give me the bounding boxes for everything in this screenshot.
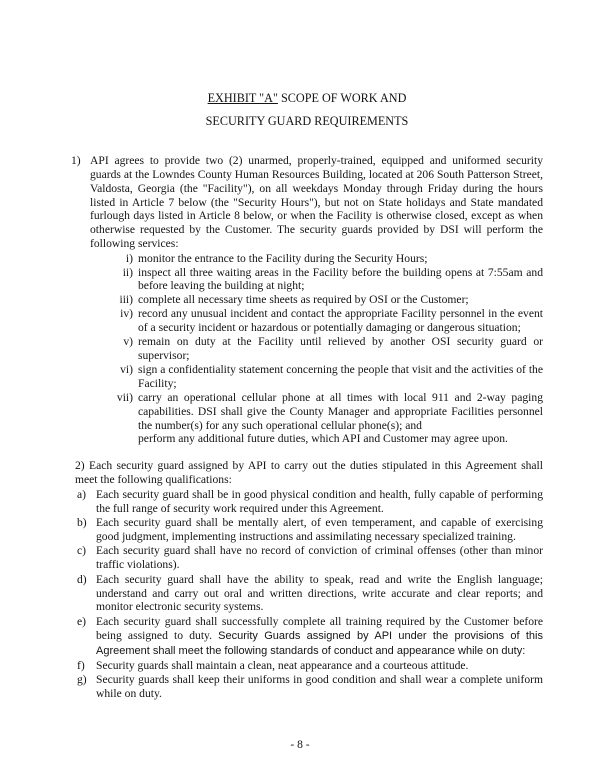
item-1-paragraph: API agrees to provide two (2) unarmed, properly-trained, equipped and uniformed security guards at the Lowndes County Human Resources Building, located at 206 South Patterson Street, Valdosta, Georgia (the "Facility"), on all weekdays Monday through Friday during the hours listed in Article 7 below (the "Security Hours"), but not on State holidays and State mandated furlough days listed in Article 8 below, or when the Facility is otherwise closed, except as when otherwise requested by the Customer. The security guards provided by DSI will perform the following services: (90, 153, 543, 251)
service-label: vii) (116, 390, 133, 404)
item-1-number: 1) (71, 153, 81, 167)
qualification-label: b) (77, 515, 87, 529)
qualification-label: f) (77, 659, 85, 673)
service-label (112, 432, 138, 446)
numbered-item-2 (75, 459, 543, 487)
service-text: monitor the entrance to the Facility during the Security Hours; (138, 251, 428, 265)
service-text: complete all necessary time sheets as required by OSI or the Customer; (138, 293, 469, 307)
item-2-paragraph: Each security guard assigned by API to carry out the duties stipulated in this Agreement shall meet the following qualifications: (75, 459, 543, 487)
qualification-text-serif: Each security guard shall successfully complete all training required by the Customer before being assigned to duty. (96, 614, 543, 642)
service-label: iv) (120, 307, 133, 321)
title-scope-of-work: SCOPE OF WORK AND (277, 91, 407, 105)
service-item (112, 252, 543, 266)
service-item (112, 266, 543, 294)
service-item (112, 363, 543, 391)
service-label: iii) (119, 293, 133, 307)
title-line-2: SECURITY GUARD REQUIREMENTS (205, 113, 409, 128)
service-item (112, 293, 543, 307)
service-label: i) (125, 251, 133, 265)
service-label: ii) (122, 265, 133, 279)
document-title (71, 92, 543, 129)
qualification-text: Each security guard shall have no record of conviction of criminal offenses (other than minor traffic violations). (96, 544, 543, 572)
qualification-text (96, 615, 543, 659)
qualification-item (77, 615, 543, 659)
service-text: carry an operational cellular phone at all times with local 911 and 2-way paging capabilities. DSI shall give the County Manager and appropriate Facilities personnel the number(s) for any such operational cellular phone(s); and (138, 390, 543, 432)
qualification-text-sans: Security Guards assigned by API under the provisions of this Agreement shall meet the following standards of conduct and appearance while on duty: (96, 629, 543, 657)
qualification-item (77, 673, 543, 701)
qualifications-list (71, 488, 543, 702)
service-item (112, 335, 543, 363)
services-list (90, 252, 543, 447)
qualification-label: g) (77, 673, 87, 687)
service-text: perform any additional future duties, which API and Customer may agree upon. (138, 432, 508, 446)
qualification-text: Security guards shall maintain a clean, neat appearance and a courteous attitude. (96, 659, 469, 673)
title-exhibit-underlined: EXHIBIT "A" (207, 91, 278, 105)
service-label: vi) (120, 362, 133, 376)
service-label: v) (123, 335, 133, 349)
service-text: sign a confidentiality statement concerning the people that visit and the activities of the Facility; (138, 362, 543, 390)
qualification-item (77, 488, 543, 516)
item-1-body (90, 154, 543, 447)
qualification-item (77, 544, 543, 572)
qualification-label: c) (77, 544, 87, 558)
qualification-text: Security guards shall keep their uniforms in good condition and shall wear a complete uniform while on duty. (96, 673, 543, 701)
item-2-number: 2) (75, 459, 85, 473)
service-item (112, 391, 543, 433)
qualification-label: a) (77, 487, 87, 501)
service-text: inspect all three waiting areas in the Facility before the building opens at 7:55am and before leaving the building at night; (138, 265, 543, 293)
qualification-item (77, 516, 543, 544)
qualification-label: e) (77, 614, 87, 628)
service-item-continuation (112, 432, 543, 446)
qualification-text: Each security guard shall be mentally alert, of even temperament, and capable of exercising good judgment, implementing instructions and assimilating necessary specialized training. (96, 515, 543, 543)
page-number: - 8 - (290, 738, 310, 752)
qualification-text: Each security guard shall be in good physical condition and health, fully capable of performing the full range of security work required under this Agreement. (96, 487, 543, 515)
numbered-item-1 (71, 154, 543, 447)
qualification-label: d) (77, 572, 87, 586)
qualification-item (77, 659, 543, 673)
title-line-1 (71, 92, 543, 106)
service-text: record any unusual incident and contact the appropriate Facility personnel in the event of a security incident or hazardous or potentially damaging or dangerous situation; (138, 307, 543, 335)
service-text: remain on duty at the Facility until relieved by another OSI security guard or supervisor; (138, 335, 543, 362)
service-item (112, 307, 543, 335)
qualification-text: Each security guard shall have the ability to speak, read and write the English language; understand and carry out oral and written directions, write accurate and clear reports; and monitor electronic security systems. (96, 572, 543, 614)
qualification-item (77, 573, 543, 615)
